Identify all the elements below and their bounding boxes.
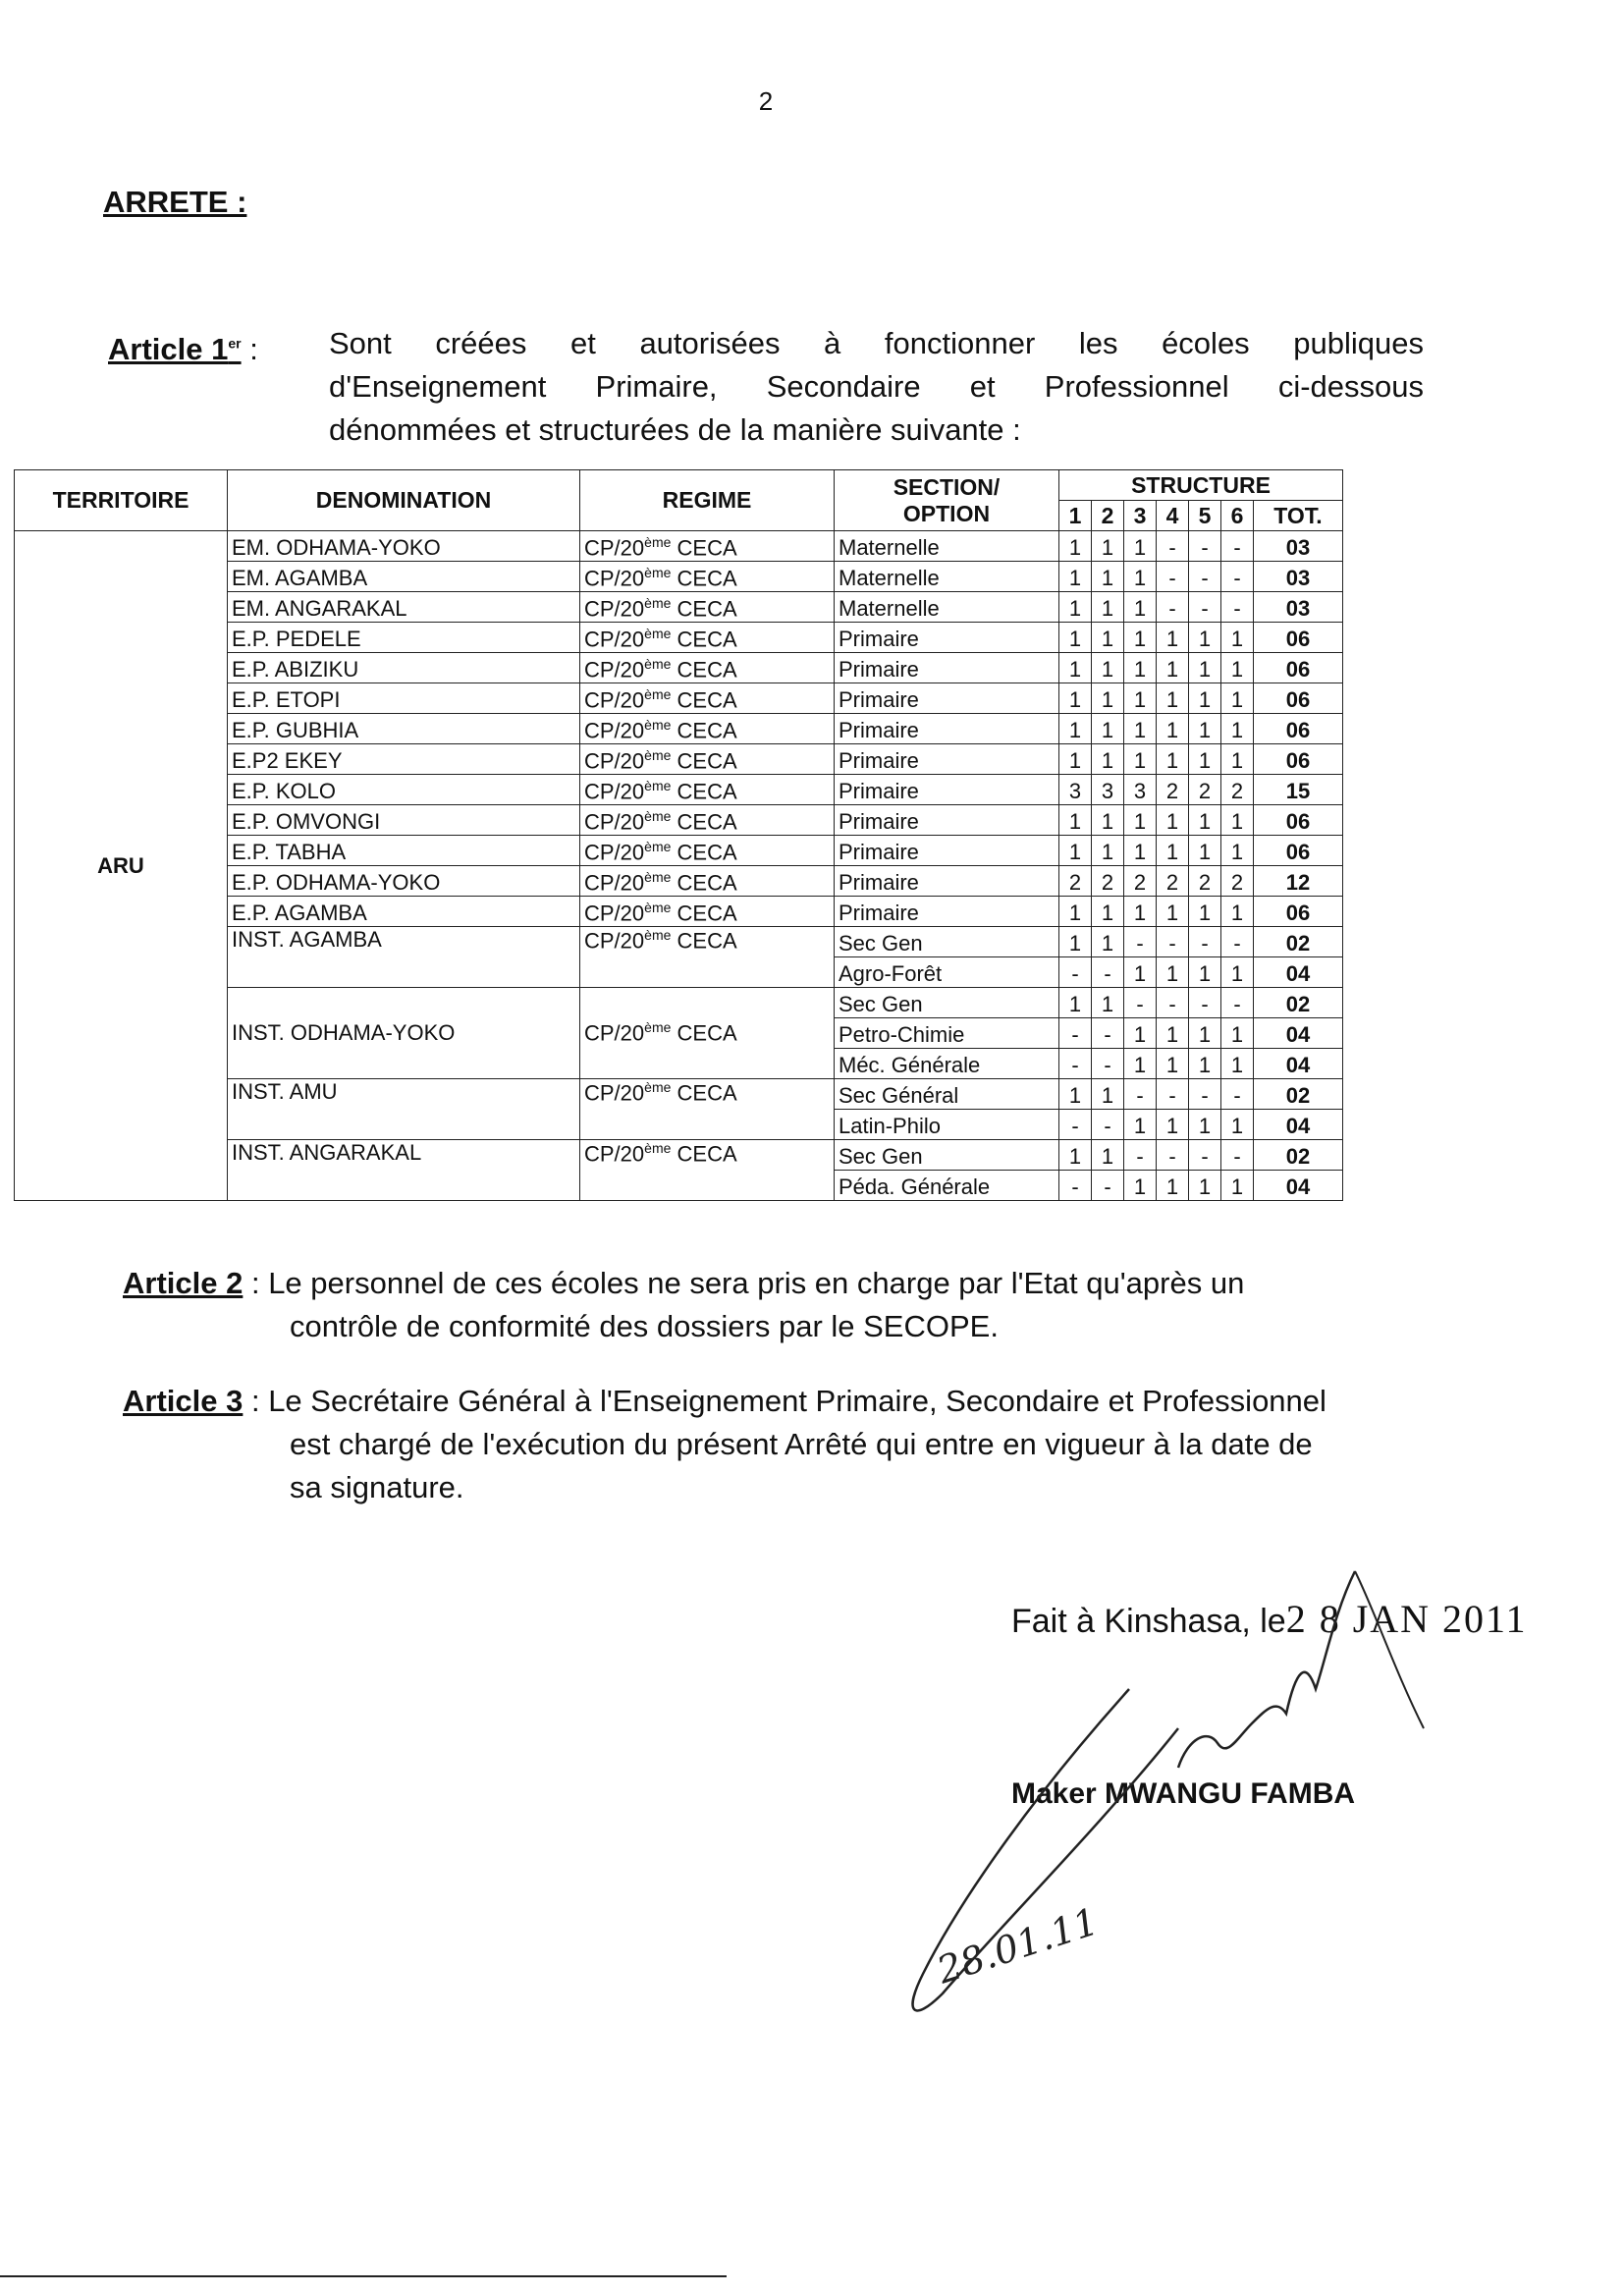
structure-cell-3: 1 [1124, 805, 1157, 836]
structure-cell-1: 1 [1059, 562, 1092, 592]
section-cell: Primaire [835, 805, 1059, 836]
structure-cell-1: - [1059, 957, 1092, 988]
total-cell: 02 [1254, 988, 1343, 1018]
regime-cell: CP/20ème CECA [580, 653, 835, 683]
denomination-cell: E.P. GUBHIA [228, 714, 580, 744]
denomination-cell: E.P2 EKEY [228, 744, 580, 775]
structure-cell-4: 1 [1157, 1171, 1189, 1201]
structure-cell-2: 1 [1092, 531, 1124, 562]
structure-cell-2: 3 [1092, 775, 1124, 805]
denomination-cell: EM. ANGARAKAL [228, 592, 580, 623]
structure-cell-2: 1 [1092, 744, 1124, 775]
total-cell: 04 [1254, 957, 1343, 988]
structure-cell-4: 1 [1157, 683, 1189, 714]
structure-cell-6: - [1221, 592, 1254, 623]
structure-cell-1: - [1059, 1110, 1092, 1140]
section-cell: Primaire [835, 866, 1059, 897]
structure-cell-4: 1 [1157, 653, 1189, 683]
structure-cell-1: 1 [1059, 653, 1092, 683]
denomination-cell: E.P. ETOPI [228, 683, 580, 714]
place-date: Fait à Kinshasa, le2 8 JAN 2011 [1011, 1597, 1528, 1641]
section-cell: Primaire [835, 714, 1059, 744]
section-cell: Petro-Chimie [835, 1018, 1059, 1049]
structure-cell-5: 1 [1189, 714, 1221, 744]
regime-cell: CP/20ème CECA [580, 744, 835, 775]
structure-cell-2: 1 [1092, 988, 1124, 1018]
denomination-cell: E.P. PEDELE [228, 623, 580, 653]
structure-cell-5: 1 [1189, 897, 1221, 927]
structure-cell-4: 1 [1157, 1049, 1189, 1079]
structure-cell-4: 1 [1157, 744, 1189, 775]
structure-cell-3: 1 [1124, 653, 1157, 683]
article-2-label: Article 2 [123, 1266, 244, 1300]
structure-cell-2: 1 [1092, 592, 1124, 623]
regime-cell: CP/20ème CECA [580, 927, 835, 988]
signatory-name: Maker MWANGU FAMBA [1011, 1777, 1356, 1810]
structure-cell-4: 1 [1157, 805, 1189, 836]
structure-cell-2: 1 [1092, 623, 1124, 653]
structure-cell-3: - [1124, 1140, 1157, 1171]
total-cell: 04 [1254, 1049, 1343, 1079]
structure-cell-1: 3 [1059, 775, 1092, 805]
structure-cell-3: 1 [1124, 744, 1157, 775]
th-2: 2 [1092, 501, 1124, 531]
structure-cell-1: 1 [1059, 623, 1092, 653]
structure-cell-1: - [1059, 1171, 1092, 1201]
section-cell: Sec Gen [835, 1140, 1059, 1171]
structure-cell-3: - [1124, 1079, 1157, 1110]
date-stamp: 2 8 JAN 2011 [1285, 1597, 1528, 1641]
article-2: Article 2 : Le personnel de ces écoles ne sera pris en charge par l'Etat qu'après un contrôle de conformité des dossiers par le SECOPE. [123, 1266, 1245, 1343]
total-cell: 04 [1254, 1018, 1343, 1049]
structure-cell-5: - [1189, 592, 1221, 623]
th-4: 4 [1157, 501, 1189, 531]
total-cell: 06 [1254, 805, 1343, 836]
structure-cell-2: 1 [1092, 897, 1124, 927]
structure-cell-6: 1 [1221, 805, 1254, 836]
total-cell: 04 [1254, 1171, 1343, 1201]
structure-cell-6: - [1221, 531, 1254, 562]
structure-cell-3: 1 [1124, 957, 1157, 988]
section-cell: Sec Général [835, 1079, 1059, 1110]
structure-cell-1: 1 [1059, 805, 1092, 836]
structure-cell-1: 1 [1059, 927, 1092, 957]
structure-cell-6: 1 [1221, 1110, 1254, 1140]
section-cell: Primaire [835, 744, 1059, 775]
total-cell: 15 [1254, 775, 1343, 805]
structure-cell-6: - [1221, 562, 1254, 592]
section-cell: Primaire [835, 653, 1059, 683]
structure-cell-3: - [1124, 988, 1157, 1018]
total-cell: 03 [1254, 592, 1343, 623]
regime-cell: CP/20ème CECA [580, 623, 835, 653]
structure-cell-5: - [1189, 1079, 1221, 1110]
structure-cell-6: - [1221, 1140, 1254, 1171]
structure-cell-5: 1 [1189, 683, 1221, 714]
article-3: Article 3 : Le Secrétaire Général à l'Enseignement Primaire, Secondaire et Professionnel est chargé de l'exécution du présent Arrêté qui entre en vigueur à la date de sa signature. [123, 1384, 1326, 1504]
structure-cell-3: 2 [1124, 866, 1157, 897]
total-cell: 06 [1254, 744, 1343, 775]
structure-cell-2: 1 [1092, 1079, 1124, 1110]
structure-cell-1: 1 [1059, 836, 1092, 866]
structure-cell-5: 2 [1189, 866, 1221, 897]
denomination-cell: INST. AGAMBA [228, 927, 580, 988]
structure-cell-3: 1 [1124, 592, 1157, 623]
structure-cell-5: 1 [1189, 805, 1221, 836]
structure-cell-3: 1 [1124, 1171, 1157, 1201]
structure-cell-6: - [1221, 988, 1254, 1018]
section-cell: Maternelle [835, 592, 1059, 623]
th-regime: REGIME [580, 470, 835, 531]
regime-cell: CP/20ème CECA [580, 988, 835, 1079]
section-cell: Méc. Générale [835, 1049, 1059, 1079]
structure-cell-6: - [1221, 927, 1254, 957]
structure-cell-1: 1 [1059, 744, 1092, 775]
structure-cell-6: 1 [1221, 623, 1254, 653]
section-cell: Sec Gen [835, 988, 1059, 1018]
structure-cell-6: 1 [1221, 957, 1254, 988]
territoire-cell: ARU [15, 531, 228, 1201]
structure-cell-5: 1 [1189, 1110, 1221, 1140]
structure-cell-5: 1 [1189, 653, 1221, 683]
structure-cell-1: 1 [1059, 683, 1092, 714]
structure-cell-5: 1 [1189, 623, 1221, 653]
structure-cell-5: 2 [1189, 775, 1221, 805]
structure-cell-6: 1 [1221, 836, 1254, 866]
structure-cell-4: 2 [1157, 775, 1189, 805]
structure-cell-3: 1 [1124, 714, 1157, 744]
structure-cell-2: - [1092, 1171, 1124, 1201]
structure-cell-5: - [1189, 927, 1221, 957]
denomination-cell: E.P. ODHAMA-YOKO [228, 866, 580, 897]
structure-cell-3: - [1124, 927, 1157, 957]
th-section: SECTION/ OPTION [835, 470, 1059, 531]
structure-cell-5: - [1189, 988, 1221, 1018]
th-3: 3 [1124, 501, 1157, 531]
denomination-cell: EM. ODHAMA-YOKO [228, 531, 580, 562]
structure-cell-2: - [1092, 1049, 1124, 1079]
article-1-text: Sont créées et autorisées à fonctionner les écoles publiques d'Enseignement Primaire, Secondaire et Professionnel ci-dessous dénommées et structurées de la manière suivante : [329, 326, 1424, 447]
structure-cell-2: 1 [1092, 1140, 1124, 1171]
structure-cell-5: 1 [1189, 957, 1221, 988]
article-1-label: Article 1er : [108, 332, 258, 366]
structure-cell-3: 1 [1124, 897, 1157, 927]
structure-cell-6: 2 [1221, 775, 1254, 805]
structure-cell-6: 1 [1221, 1018, 1254, 1049]
total-cell: 12 [1254, 866, 1343, 897]
th-tot: TOT. [1254, 501, 1343, 531]
section-cell: Primaire [835, 836, 1059, 866]
regime-cell: CP/20ème CECA [580, 683, 835, 714]
total-cell: 02 [1254, 1140, 1343, 1171]
structure-cell-5: 1 [1189, 1171, 1221, 1201]
structure-cell-4: 1 [1157, 836, 1189, 866]
structure-cell-5: 1 [1189, 1018, 1221, 1049]
denomination-cell: INST. ANGARAKAL [228, 1140, 580, 1201]
structure-cell-6: 1 [1221, 683, 1254, 714]
article-3-label: Article 3 [123, 1384, 244, 1418]
total-cell: 03 [1254, 531, 1343, 562]
section-cell: Primaire [835, 775, 1059, 805]
structure-cell-3: 1 [1124, 1018, 1157, 1049]
heading-arrete: ARRETE : [103, 185, 247, 219]
th-6: 6 [1221, 501, 1254, 531]
structure-cell-5: - [1189, 531, 1221, 562]
section-cell: Primaire [835, 683, 1059, 714]
structure-cell-3: 1 [1124, 531, 1157, 562]
section-cell: Maternelle [835, 531, 1059, 562]
structure-cell-3: 1 [1124, 683, 1157, 714]
denomination-cell: E.P. KOLO [228, 775, 580, 805]
th-5: 5 [1189, 501, 1221, 531]
regime-cell: CP/20ème CECA [580, 897, 835, 927]
structure-cell-6: - [1221, 1079, 1254, 1110]
structure-cell-4: 1 [1157, 714, 1189, 744]
signature-flourish [1355, 1571, 1424, 1728]
section-cell: Primaire [835, 623, 1059, 653]
total-cell: 02 [1254, 1079, 1343, 1110]
structure-cell-1: 1 [1059, 897, 1092, 927]
structure-cell-1: 2 [1059, 866, 1092, 897]
th-1: 1 [1059, 501, 1092, 531]
structure-cell-4: - [1157, 562, 1189, 592]
total-cell: 03 [1254, 562, 1343, 592]
structure-cell-5: - [1189, 562, 1221, 592]
total-cell: 06 [1254, 897, 1343, 927]
denomination-cell: E.P. TABHA [228, 836, 580, 866]
structure-cell-6: 1 [1221, 1049, 1254, 1079]
structure-cell-5: 1 [1189, 1049, 1221, 1079]
handwritten-date: 28.01.11 [932, 1899, 1104, 1993]
structure-cell-1: 1 [1059, 531, 1092, 562]
structure-cell-2: 1 [1092, 836, 1124, 866]
structure-cell-3: 3 [1124, 775, 1157, 805]
structure-cell-4: 2 [1157, 866, 1189, 897]
total-cell: 06 [1254, 683, 1343, 714]
structure-cell-6: 1 [1221, 744, 1254, 775]
section-cell: Primaire [835, 897, 1059, 927]
denomination-cell: E.P. AGAMBA [228, 897, 580, 927]
structure-cell-2: 1 [1092, 683, 1124, 714]
total-cell: 02 [1254, 927, 1343, 957]
structure-cell-1: 1 [1059, 1140, 1092, 1171]
structure-cell-3: 1 [1124, 1110, 1157, 1140]
structure-cell-6: 2 [1221, 866, 1254, 897]
structure-cell-3: 1 [1124, 1049, 1157, 1079]
section-cell: Agro-Forêt [835, 957, 1059, 988]
regime-cell: CP/20ème CECA [580, 1140, 835, 1201]
signature-scribble [1178, 1571, 1355, 1768]
denomination-cell: INST. AMU [228, 1079, 580, 1140]
structure-cell-2: 1 [1092, 805, 1124, 836]
structure-cell-1: 1 [1059, 988, 1092, 1018]
structure-cell-2: - [1092, 1110, 1124, 1140]
structure-cell-6: 1 [1221, 897, 1254, 927]
structure-cell-6: 1 [1221, 653, 1254, 683]
structure-cell-2: - [1092, 1018, 1124, 1049]
structure-cell-4: - [1157, 927, 1189, 957]
page-number: 2 [758, 86, 774, 116]
total-cell: 06 [1254, 653, 1343, 683]
structure-cell-4: 1 [1157, 1018, 1189, 1049]
total-cell: 06 [1254, 623, 1343, 653]
structure-cell-4: 1 [1157, 897, 1189, 927]
regime-cell: CP/20ème CECA [580, 531, 835, 562]
section-cell: Latin-Philo [835, 1110, 1059, 1140]
structure-cell-1: 1 [1059, 592, 1092, 623]
section-cell: Maternelle [835, 562, 1059, 592]
structure-cell-4: 1 [1157, 1110, 1189, 1140]
regime-cell: CP/20ème CECA [580, 592, 835, 623]
structure-cell-6: 1 [1221, 1171, 1254, 1201]
denomination-cell: INST. ODHAMA-YOKO [228, 988, 580, 1079]
structure-cell-4: - [1157, 1140, 1189, 1171]
regime-cell: CP/20ème CECA [580, 1079, 835, 1140]
structure-cell-2: 2 [1092, 866, 1124, 897]
denomination-cell: EM. AGAMBA [228, 562, 580, 592]
regime-cell: CP/20ème CECA [580, 562, 835, 592]
structure-cell-3: 1 [1124, 836, 1157, 866]
denomination-cell: E.P. OMVONGI [228, 805, 580, 836]
denomination-cell: E.P. ABIZIKU [228, 653, 580, 683]
total-cell: 06 [1254, 714, 1343, 744]
structure-cell-2: 1 [1092, 714, 1124, 744]
structure-cell-6: 1 [1221, 714, 1254, 744]
structure-cell-4: - [1157, 592, 1189, 623]
structure-cell-1: 1 [1059, 714, 1092, 744]
total-cell: 06 [1254, 836, 1343, 866]
structure-cell-3: 1 [1124, 562, 1157, 592]
structure-cell-1: - [1059, 1049, 1092, 1079]
section-cell: Sec Gen [835, 927, 1059, 957]
total-cell: 04 [1254, 1110, 1343, 1140]
structure-cell-1: - [1059, 1018, 1092, 1049]
structure-cell-4: - [1157, 531, 1189, 562]
structure-cell-1: 1 [1059, 1079, 1092, 1110]
structure-cell-4: 1 [1157, 623, 1189, 653]
th-territoire: TERRITOIRE [15, 470, 228, 531]
th-structure: STRUCTURE [1059, 470, 1343, 501]
th-denomination: DENOMINATION [228, 470, 580, 531]
regime-cell: CP/20ème CECA [580, 836, 835, 866]
structure-cell-2: 1 [1092, 562, 1124, 592]
regime-cell: CP/20ème CECA [580, 805, 835, 836]
structure-cell-2: 1 [1092, 653, 1124, 683]
structure-cell-5: 1 [1189, 836, 1221, 866]
section-cell: Péda. Générale [835, 1171, 1059, 1201]
structure-cell-2: - [1092, 957, 1124, 988]
structure-cell-2: 1 [1092, 927, 1124, 957]
structure-cell-4: - [1157, 1079, 1189, 1110]
structure-cell-4: 1 [1157, 957, 1189, 988]
regime-cell: CP/20ème CECA [580, 775, 835, 805]
structure-cell-5: - [1189, 1140, 1221, 1171]
structure-cell-5: 1 [1189, 744, 1221, 775]
structure-cell-3: 1 [1124, 623, 1157, 653]
regime-cell: CP/20ème CECA [580, 714, 835, 744]
regime-cell: CP/20ème CECA [580, 866, 835, 897]
structure-cell-4: - [1157, 988, 1189, 1018]
